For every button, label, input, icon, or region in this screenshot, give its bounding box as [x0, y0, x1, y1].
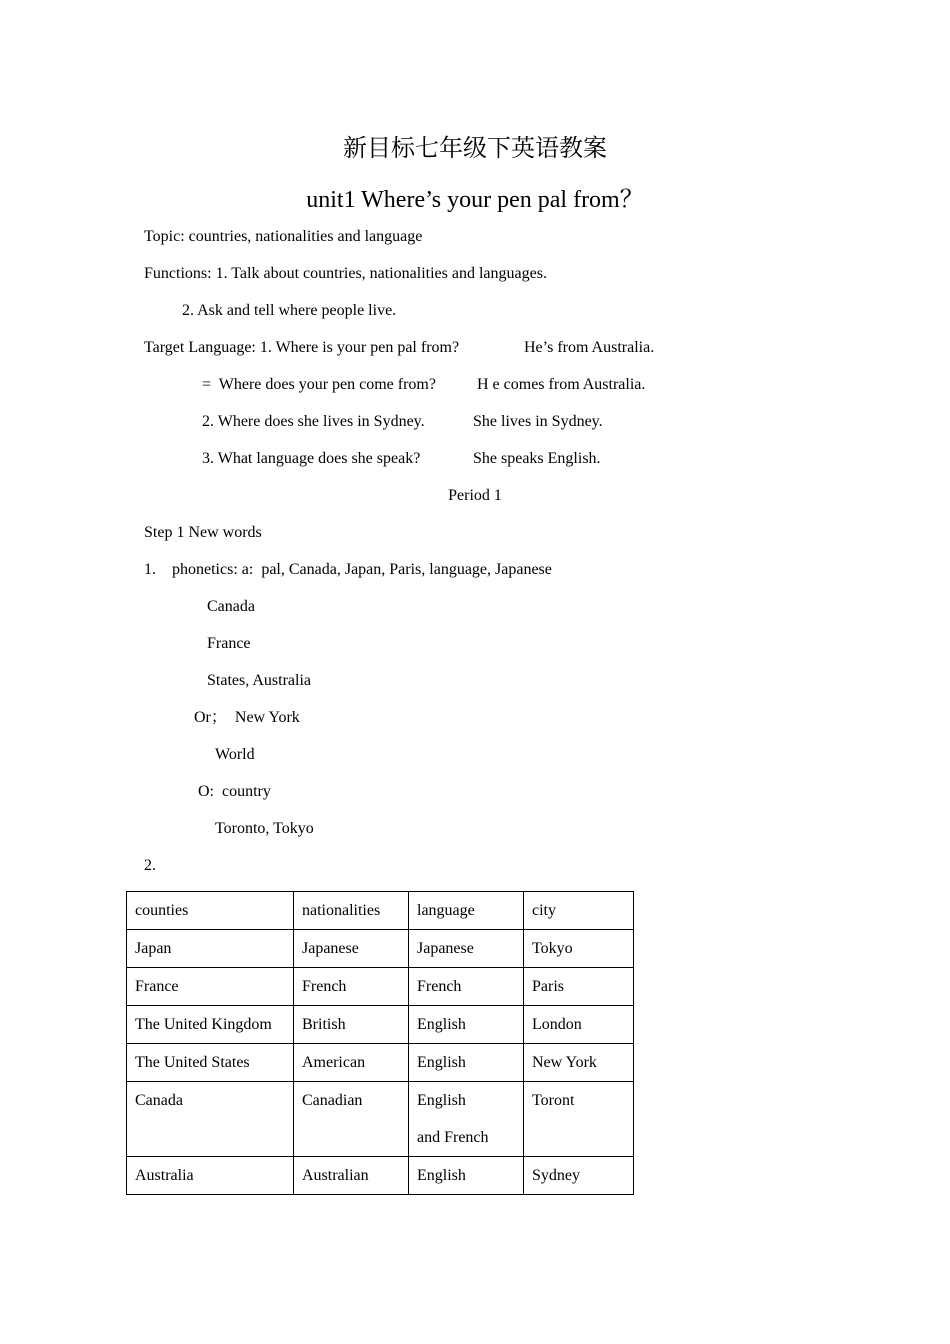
step1-heading: Step 1 New words [144, 524, 262, 541]
item-2-number: 2. [144, 857, 156, 874]
functions-line-2: 2. Ask and tell where people live. [182, 302, 397, 319]
table-header-cell: counties [127, 892, 294, 930]
table-header-cell: language [409, 892, 524, 930]
table-cell: The United Kingdom [127, 1006, 294, 1044]
phonetics-word-line: Or； New York [194, 709, 300, 726]
target-answer-2: She lives in Sydney. [473, 413, 603, 430]
table-cell: French [409, 968, 524, 1006]
phonetics-word-line: Toronto, Tokyo [215, 820, 314, 837]
table-row [127, 1082, 634, 1157]
table-cell: Japan [127, 930, 294, 968]
topic-line: Topic: countries, nationalities and language [144, 228, 423, 245]
table-row [127, 930, 634, 968]
target-question-1-alt: = Where does your pen come from? [202, 376, 436, 393]
phonetics-word-line: States, Australia [207, 672, 311, 689]
table-cell: American [294, 1044, 409, 1082]
table-cell: English [409, 1006, 524, 1044]
table-header-cell: nationalities [294, 892, 409, 930]
table-cell: Japanese [409, 930, 524, 968]
phonetics-word-line: O: country [198, 783, 271, 800]
table-cell: Japanese [294, 930, 409, 968]
target-answer-3: She speaks English. [473, 450, 601, 467]
target-question-2: 2. Where does she lives in Sydney. [202, 413, 425, 430]
functions-line-1: Functions: 1. Talk about countries, nationalities and languages. [144, 265, 547, 282]
table-row [127, 1006, 634, 1044]
document-title-unit: unit1 Where’s your pen pal from？ [306, 187, 644, 213]
phonetics-word-line: France [207, 635, 251, 652]
period-heading: Period 1 [448, 487, 502, 504]
table-header-row [127, 892, 634, 930]
target-answer-1: He’s from Australia. [524, 339, 655, 356]
phonetics-number: 1. [144, 561, 156, 578]
table-row [127, 1044, 634, 1082]
countries-table [126, 891, 634, 1195]
table-cell-line: and French [417, 1129, 489, 1146]
phonetics-word-line: World [215, 746, 255, 763]
target-question-1: Target Language: 1. Where is your pen pal from? [144, 339, 460, 356]
table-cell: New York [524, 1044, 634, 1082]
table-cell: English [409, 1157, 524, 1195]
document-title-chinese: 新目标七年级下英语教案 [343, 134, 607, 162]
table-cell: Toront [524, 1082, 634, 1157]
table-cell: Paris [524, 968, 634, 1006]
table-cell: Canada [127, 1082, 294, 1157]
target-question-3: 3. What language does she speak? [202, 450, 421, 467]
table-cell: Sydney [524, 1157, 634, 1195]
phonetics-line: phonetics: a: pal, Canada, Japan, Paris, language, Japanese [172, 561, 552, 578]
table-cell: Australian [294, 1157, 409, 1195]
phonetics-word-line: Canada [207, 598, 255, 615]
target-answer-1-alt: H e comes from Australia. [477, 376, 646, 393]
table-cell: British [294, 1006, 409, 1044]
table-cell-line: English [417, 1092, 466, 1109]
table-cell: English [409, 1044, 524, 1082]
table-row [127, 968, 634, 1006]
table-row [127, 1157, 634, 1195]
table-cell: French [294, 968, 409, 1006]
table-cell: London [524, 1006, 634, 1044]
table-header-cell: city [524, 892, 634, 930]
table-cell: Tokyo [524, 930, 634, 968]
table-cell: Canadian [294, 1082, 409, 1157]
table-cell: The United States [127, 1044, 294, 1082]
table-cell: Australia [127, 1157, 294, 1195]
table-cell-multiline [409, 1082, 524, 1157]
table-cell: France [127, 968, 294, 1006]
